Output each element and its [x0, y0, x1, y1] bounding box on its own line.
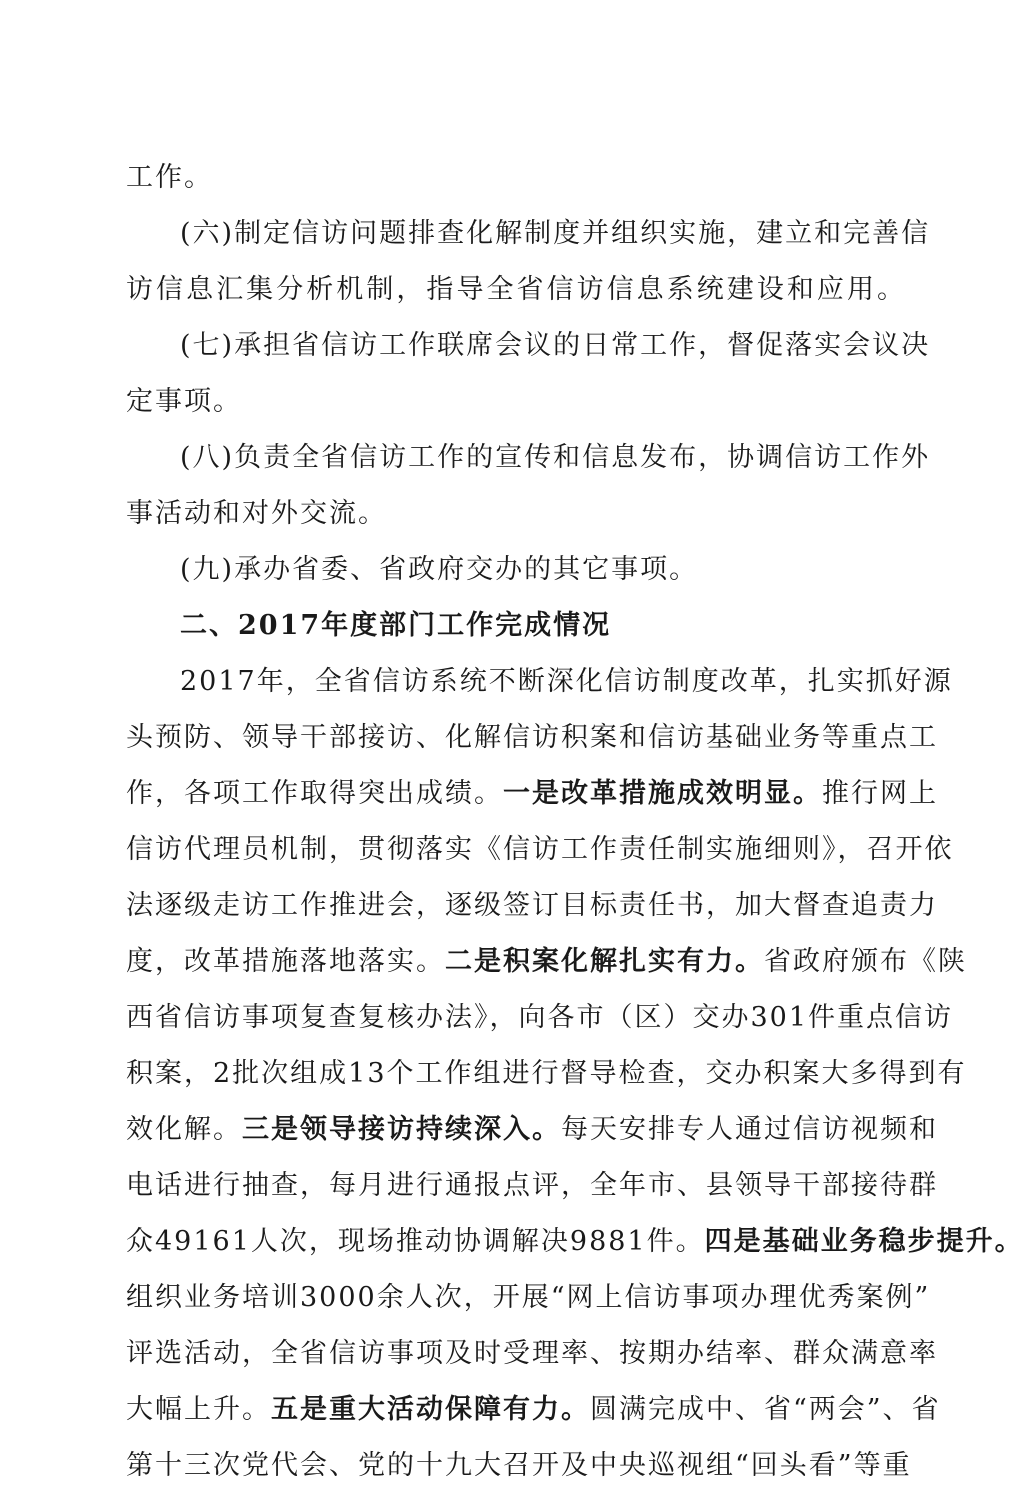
bold-lead-phrase: 三是领导接访持续深入。	[242, 1114, 561, 1145]
text-line	[126, 1158, 938, 1214]
text-run: 西省信访事项复查复核办法》，向各市（区）交办301件重点信访	[126, 1002, 954, 1033]
text-line	[126, 1326, 938, 1382]
text-line	[126, 766, 938, 822]
text-run: (九)承办省委、省政府交办的其它事项。	[180, 554, 699, 585]
text-line	[126, 318, 931, 374]
text-run: (六)制定信访问题排查化解制度并组织实施，建立和完善信	[180, 218, 931, 249]
text-run: 事活动和对外交流。	[126, 498, 387, 529]
text-line	[126, 1270, 931, 1326]
document-body	[126, 150, 1024, 1494]
text-run: 评选活动，全省信访事项及时受理率、按期办结率、群众满意率	[126, 1338, 938, 1369]
text-run: 第十三次党代会、党的十九大召开及中央巡视组“回头看”等重	[126, 1450, 912, 1481]
text-line	[126, 934, 967, 990]
bold-lead-phrase: 二是积案化解扎实有力。	[445, 946, 764, 977]
text-line	[126, 262, 906, 318]
section-heading	[126, 598, 906, 654]
text-line	[126, 878, 938, 934]
text-run: (七)承担省信访工作联席会议的日常工作，督促落实会议决	[180, 330, 931, 361]
text-run: 圆满完成中、省“两会”、省	[590, 1394, 941, 1425]
text-line	[126, 990, 954, 1046]
bold-lead-phrase: 四是基础业务稳步提升。	[704, 1226, 1024, 1257]
text-run: 信访代理员机制，贯彻落实《信访工作责任制实施细则》，召开依	[126, 834, 954, 865]
text-run: 度，改革措施落地落实。	[126, 946, 445, 977]
text-run: 法逐级走访工作推进会，逐级签订目标责任书，加大督查追责力	[126, 890, 938, 921]
text-run: 效化解。	[126, 1114, 242, 1145]
text-line	[126, 710, 938, 766]
text-line	[126, 206, 931, 262]
bold-lead-phrase: 一是改革措施成效明显。	[503, 778, 822, 809]
text-line	[126, 542, 906, 598]
text-line	[126, 1438, 912, 1494]
text-line	[126, 1046, 967, 1102]
text-line	[126, 1382, 941, 1438]
text-run: 推行网上	[822, 778, 938, 809]
heading-text: 二、2017年度部门工作完成情况	[180, 610, 612, 641]
text-run: 组织业务培训3000余人次，开展“网上信访事项办理优秀案例”	[126, 1282, 931, 1313]
text-line	[126, 654, 953, 710]
text-line	[126, 486, 906, 542]
bold-lead-phrase: 五是重大活动保障有力。	[271, 1394, 590, 1425]
text-run: (八)负责全省信访工作的宣传和信息发布，协调信访工作外	[180, 442, 931, 473]
text-run: 工作。	[126, 162, 213, 193]
text-line	[126, 150, 906, 206]
text-run: 大幅上升。	[126, 1394, 271, 1425]
text-line	[126, 822, 954, 878]
text-line	[126, 430, 931, 486]
text-run: 2017年，全省信访系统不断深化信访制度改革，扎实抓好源	[180, 666, 953, 697]
text-run: 定事项。	[126, 386, 242, 417]
text-line	[126, 1102, 938, 1158]
text-run: 电话进行抽查，每月进行通报点评，全年市、县领导干部接待群	[126, 1170, 938, 1201]
text-run: 众49161人次，现场推动协调解决9881件。	[126, 1226, 705, 1257]
text-line	[126, 1214, 1024, 1270]
text-run: 作，各项工作取得突出成绩。	[126, 778, 503, 809]
text-run: 头预防、领导干部接访、化解信访积案和信访基础业务等重点工	[126, 722, 938, 753]
text-run: 积案，2批次组成13个工作组进行督导检查，交办积案大多得到有	[126, 1058, 967, 1089]
text-line	[126, 374, 906, 430]
text-run: 每天安排专人通过信访视频和	[561, 1114, 938, 1145]
text-run: 省政府颁布《陕	[764, 946, 967, 977]
text-run: 访信息汇集分析机制，指导全省信访信息系统建设和应用。	[126, 274, 906, 305]
